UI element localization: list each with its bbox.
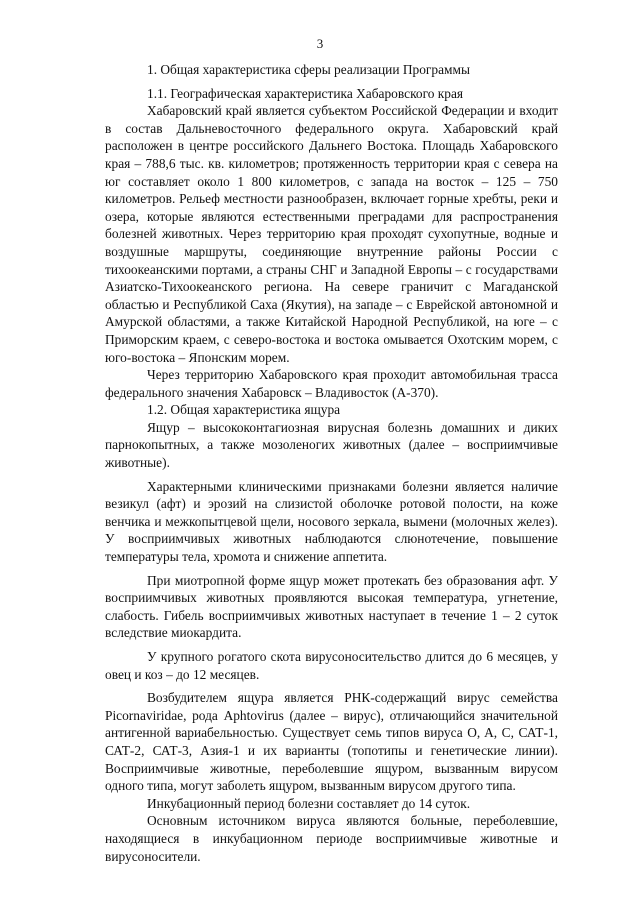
paragraph-fmd-definition: Ящур – высококонтагиозная вирусная болезнь домашних и диких парнокопытных, а также мозоленогих животных (далее – восприимчивые животные).: [105, 419, 558, 471]
subsection-heading-geography: 1.1. Географическая характеристика Хабаровского края: [147, 85, 464, 101]
paragraph-geography: Хабаровский край является субъектом Российской Федерации и входит в состав Дальневосточного федерального округа. Хабаровский край расположен в центре российского Дальнего Востока. Площадь Хабаровского края – 788,6 тыс. кв. километров; протяженность территории края с севера на юг составляет около 1 800 километров, с запада на восток – 125 – 750 километров. Рельеф местности разнообразен, включает горные хребты, реки и озера, которые являются естественными преградами для распространения болезней животных. Через территорию края проходят сухопутные, водные и воздушные маршруты, соединяющие внутренние районы России с тихоокеанскими портами, а страны СНГ и Западной Европы – с государствами Азиатско-Тихоокеанского региона. На севере граничит с Магаданской областью и Республикой Саха (Якутия), на западе – с Еврейской автономной и Амурской областями, а также Китайской Народной Республикой, на юге – с Приморским краем, с северо-востока и востока омывается Охотским морем, с юго-востока – Японским морем.: [105, 103, 558, 365]
paragraph-carrier-duration: У крупного рогатого скота вирусоносительство длится до 6 месяцев, у овец и коз – до 12 месяцев.: [105, 649, 558, 682]
paragraph-clinical-signs: Характерными клиническими признаками болезни является наличие везикул (афт) и эрозий на слизистой оболочке ротовой полости, на коже венчика и межкопытцевой щели, носового зеркала, вымени (молочных желез). У восприимчивых животных наблюдаются слюнотечение, повышение температуры тела, хромота и снижение аппетита.: [105, 478, 558, 565]
page-number: 3: [316, 36, 324, 51]
paragraph-myotropic-form: При миотропной форме ящур может протекать без образования афт. У восприимчивых животных проявляются высокая температура, угнетение, слабость. Гибель восприимчивых животных наступает в течение 1 – 2 суток вследствие миокардита.: [105, 572, 558, 641]
subsection-heading-fmd: 1.2. Общая характеристика ящура: [147, 402, 341, 418]
paragraph-incubation: Инкубационный период болезни составляет до 14 суток.: [147, 795, 471, 811]
paragraph-pathogen: Возбудителем ящура является РНК-содержащий вирус семейства Picornaviridae, рода Aphtovirus (далее – вирус), отличающийся значительной антигенной вариабельностью. Существует семь типов вируса O, A, C, САТ-1, САТ-2, САТ-3, Азия-1 и их варианты (топотипы и генетические линии). Восприимчивые животные, переболевшие ящуром, вызванным вирусом одного типа, могут заболеть ящуром, вызванным вирусом другого типа.: [105, 690, 558, 794]
section-heading-general: 1. Общая характеристика сферы реализации Программы: [147, 62, 470, 77]
paragraph-virus-source: Основным источником вируса являются больные, переболевшие, находящиеся в инкубационном периоде восприимчивые животные и вирусоносители.: [105, 813, 558, 864]
paragraph-highway: Через территорию Хабаровского края проходит автомобильная трасса федерального значения Хабаровск – Владивосток (А-370).: [105, 367, 558, 400]
document-body: [105, 61, 558, 865]
